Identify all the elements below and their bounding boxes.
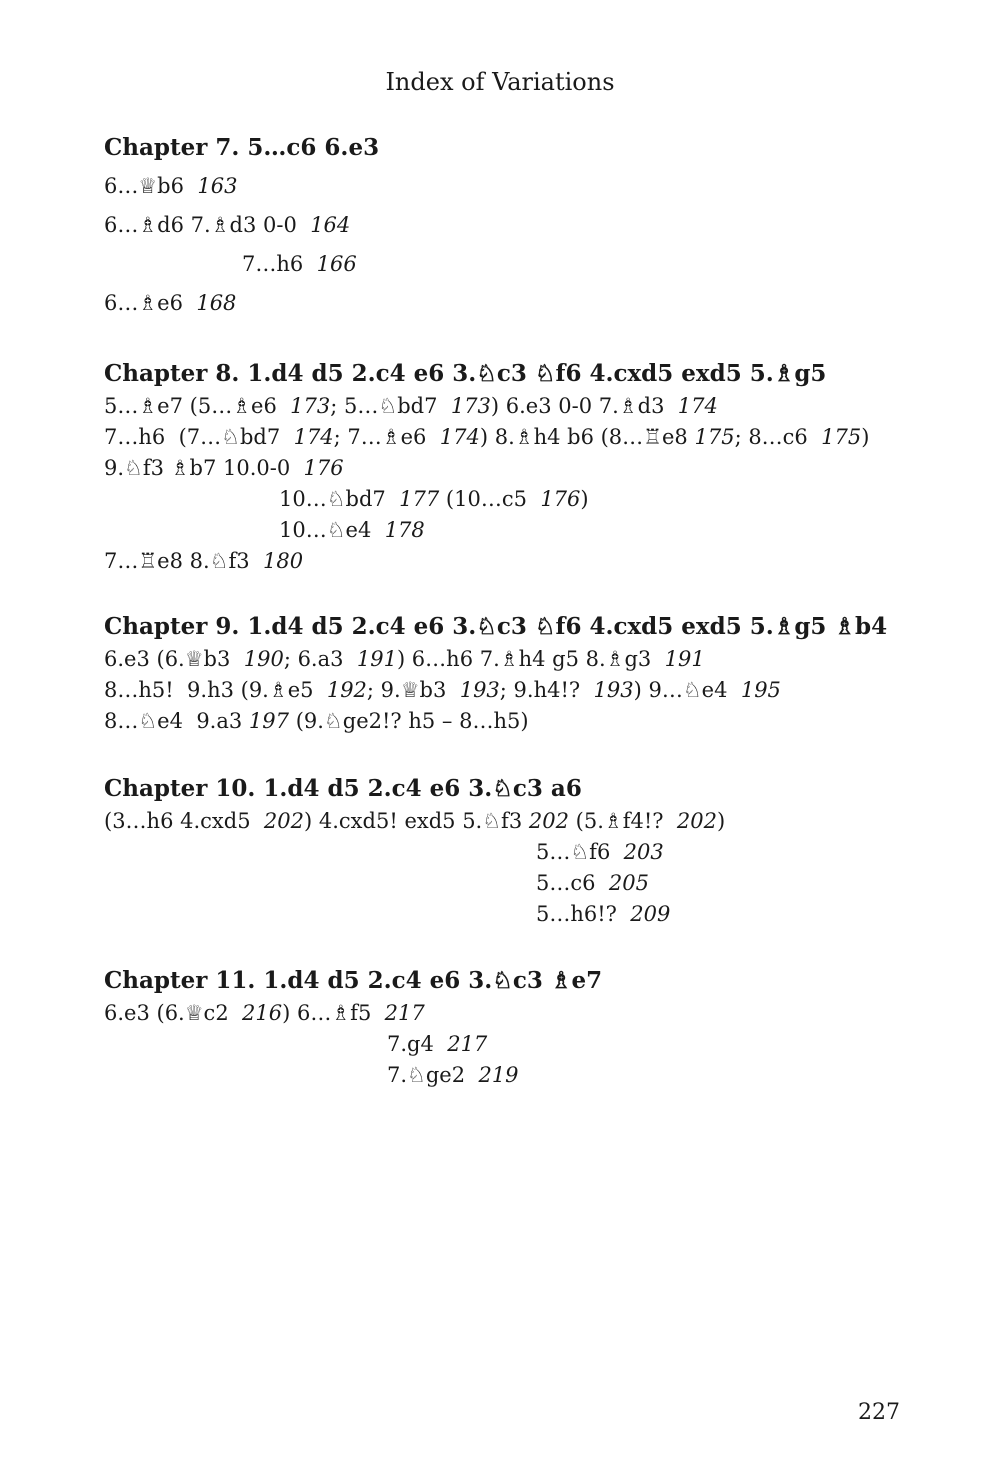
move-text: ) 8.♗h4 b6 (8…♖e8 <box>479 425 695 449</box>
variation-line <box>104 391 914 422</box>
page-header: Index of Variations <box>385 68 615 96</box>
variation-line <box>104 546 914 577</box>
variation-list <box>104 998 914 1091</box>
variation-line <box>104 1060 914 1091</box>
page-reference: 217 <box>447 1032 488 1056</box>
move-text: 9.♘f3 ♗b7 10.0-0 <box>104 456 304 480</box>
move-text: 6…♗d6 7.♗d3 0-0 <box>104 213 311 237</box>
variation-line <box>104 998 914 1029</box>
page-reference: 191 <box>664 647 705 671</box>
variation-line <box>104 806 914 837</box>
page-reference: 202 <box>263 809 305 833</box>
page-reference: 203 <box>623 840 664 864</box>
variation-line <box>104 868 914 899</box>
move-text: 7…h6 <box>242 252 317 276</box>
page-reference: 205 <box>608 871 649 895</box>
variation-line <box>104 167 914 206</box>
move-text: 5…♘f6 <box>536 840 624 864</box>
move-text: 7.♘ge2 <box>387 1063 479 1087</box>
move-text: 10…♘bd7 <box>279 487 400 511</box>
page-reference: 175 <box>694 425 735 449</box>
move-text: ; 8…c6 <box>734 425 822 449</box>
variation-line <box>104 206 914 245</box>
page-reference: 173 <box>290 394 331 418</box>
page-reference: 174 <box>293 425 334 449</box>
move-text: 7.g4 <box>387 1032 448 1056</box>
page-reference: 209 <box>630 902 671 926</box>
move-text: ; 5…♘bd7 <box>330 394 451 418</box>
page-reference: 175 <box>821 425 862 449</box>
page-reference: 216 <box>242 1001 283 1025</box>
move-text: ; 9.h4!? <box>499 678 594 702</box>
page-reference: 176 <box>540 487 581 511</box>
variation-line <box>104 453 914 484</box>
move-text: (3…h6 4.cxd5 <box>104 809 264 833</box>
variation-list <box>104 391 914 577</box>
move-text: 8…♘e4 9.a3 <box>104 709 249 733</box>
move-text: 5…h6!? <box>536 902 631 926</box>
page-reference: 190 <box>243 647 284 671</box>
move-text: ) 6…h6 7.♗h4 g5 8.♗g3 <box>396 647 665 671</box>
move-text: 5…♗e7 (5…♗e6 <box>104 394 291 418</box>
page-reference: 219 <box>478 1063 519 1087</box>
variation-line <box>104 899 914 930</box>
page-reference: 193 <box>593 678 634 702</box>
variation-line <box>104 284 914 323</box>
page-reference: 178 <box>384 518 425 542</box>
chapter-title: Chapter 11. 1.d4 d5 2.c4 e6 3.♘c3 ♗e7 <box>104 967 603 994</box>
page-reference: 163 <box>197 174 238 198</box>
move-text: (5.♗f4!? <box>568 809 677 833</box>
move-text: 6.e3 (6.♕b3 <box>104 647 244 671</box>
page-reference: 174 <box>677 394 718 418</box>
move-text: ; 9.♕b3 <box>366 678 460 702</box>
page-reference: 166 <box>316 252 357 276</box>
page-reference: 174 <box>439 425 480 449</box>
move-text: ) 4.cxd5! exd5 5.♘f3 <box>304 809 529 833</box>
chapter-7 <box>104 131 914 323</box>
variation-line <box>104 644 914 675</box>
chapter-title: Chapter 10. 1.d4 d5 2.c4 e6 3.♘c3 a6 <box>104 775 582 802</box>
move-text: ) 6.e3 0-0 7.♗d3 <box>490 394 678 418</box>
move-text: 10…♘e4 <box>279 518 385 542</box>
page-reference: 173 <box>450 394 491 418</box>
chapter-title: Chapter 8. 1.d4 d5 2.c4 e6 3.♘c3 ♘f6 4.cxd5 exd5 5.♗g5 <box>104 360 827 387</box>
page-reference: 217 <box>384 1001 425 1025</box>
variation-line <box>104 422 914 453</box>
chapter-8 <box>104 357 914 577</box>
variation-line <box>104 837 914 868</box>
page-reference: 180 <box>263 549 304 573</box>
chapter-title: Chapter 7. 5…c6 6.e3 <box>104 134 380 161</box>
move-text: 6.e3 (6.♕c2 <box>104 1001 243 1025</box>
variation-list <box>104 167 914 323</box>
chapter-11 <box>104 964 914 1091</box>
move-text: 7…♖e8 8.♘f3 <box>104 549 263 573</box>
page-reference: 195 <box>740 678 781 702</box>
move-text: (10…c5 <box>439 487 541 511</box>
page-reference: 191 <box>356 647 397 671</box>
variation-list <box>104 644 914 737</box>
move-text: (9.♘ge2!? h5 – 8…h5) <box>289 709 529 733</box>
move-text: 5…c6 <box>536 871 609 895</box>
move-text: 7…h6 (7…♘bd7 <box>104 425 294 449</box>
chapter-9 <box>104 610 914 737</box>
variation-line <box>104 1029 914 1060</box>
variation-list <box>104 806 914 930</box>
chapter-10 <box>104 772 914 930</box>
page-reference: 202 <box>676 809 717 833</box>
page-reference: 177 <box>399 487 440 511</box>
chapter-title: Chapter 9. 1.d4 d5 2.c4 e6 3.♘c3 ♘f6 4.cxd5 exd5 5.♗g5 ♗b4 <box>104 613 888 640</box>
page-reference: 192 <box>326 678 367 702</box>
move-text: ) 9…♘e4 <box>633 678 741 702</box>
page-reference: 202 <box>528 809 569 833</box>
move-text: 8…h5! 9.h3 (9.♗e5 <box>104 678 327 702</box>
move-text: ; 6.a3 <box>283 647 357 671</box>
move-text: ) <box>580 487 589 511</box>
move-text: 6…♕b6 <box>104 174 198 198</box>
variation-line <box>104 484 914 515</box>
variation-line <box>104 245 914 284</box>
move-text: ) <box>861 425 870 449</box>
move-text: ) <box>716 809 726 833</box>
move-text: ; 7…♗e6 <box>333 425 440 449</box>
variation-line <box>104 675 914 706</box>
page-reference: 197 <box>248 709 290 733</box>
page-reference: 176 <box>303 456 344 480</box>
page-reference: 164 <box>310 213 351 237</box>
variation-line <box>104 515 914 546</box>
page-reference: 193 <box>459 678 500 702</box>
variation-line <box>104 706 914 737</box>
move-text: 6…♗e6 <box>104 291 197 315</box>
page-number: 227 <box>858 1400 900 1425</box>
move-text: ) 6…♗f5 <box>282 1001 385 1025</box>
page-reference: 168 <box>196 291 237 315</box>
